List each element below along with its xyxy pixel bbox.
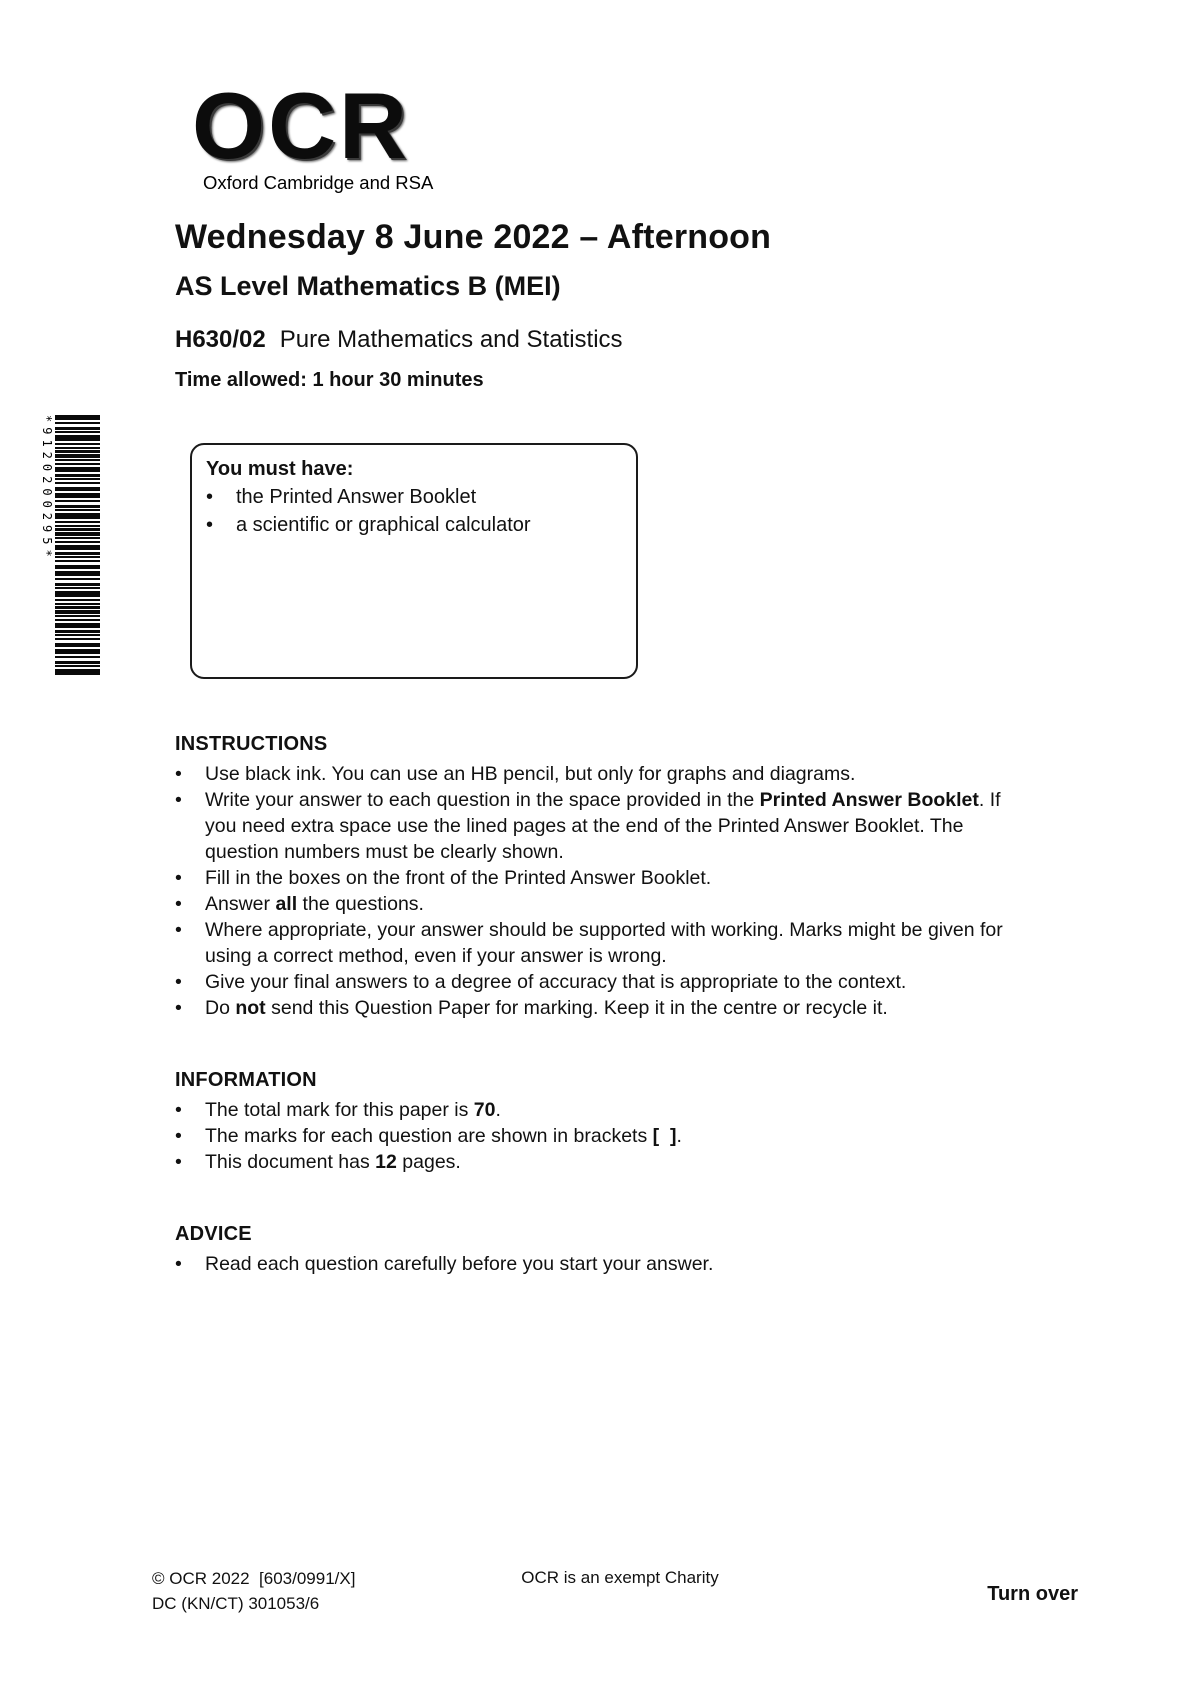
list-item-text: Where appropriate, your answer should be supported with working. Marks might be given for using a correct method, even if your answer is wrong. bbox=[205, 919, 1003, 967]
section-list bbox=[175, 761, 1020, 1021]
list-item bbox=[175, 787, 1020, 865]
must-have-box bbox=[190, 443, 638, 679]
bullet-glyph: • bbox=[175, 867, 182, 889]
bullet-glyph: • bbox=[175, 1151, 182, 1173]
list-item bbox=[175, 1097, 1020, 1123]
section-instructions bbox=[175, 733, 1020, 1021]
list-item-text: Fill in the boxes on the front of the Printed Answer Booklet. bbox=[205, 867, 712, 889]
bullet-glyph: • bbox=[175, 1253, 182, 1275]
must-have-heading: You must have: bbox=[206, 458, 354, 480]
bullet-glyph: • bbox=[175, 1125, 182, 1147]
list-item bbox=[175, 917, 1020, 969]
section-advice bbox=[175, 1223, 1020, 1277]
time-allowed: Time allowed: 1 hour 30 minutes bbox=[175, 369, 484, 391]
list-item-text: The total mark for this paper is 70. bbox=[205, 1099, 501, 1121]
ocr-logo-tagline: Oxford Cambridge and RSA bbox=[203, 172, 434, 193]
bullet-glyph: • bbox=[175, 997, 182, 1019]
ocr-logo: OCR bbox=[192, 73, 410, 178]
turn-over-label: Turn over bbox=[987, 1583, 1078, 1605]
list-item bbox=[175, 1149, 1020, 1175]
bullet-glyph: • bbox=[175, 789, 182, 811]
list-item bbox=[175, 1251, 1020, 1277]
list-item-must-have bbox=[206, 483, 622, 511]
paper-code: H630/02 bbox=[175, 326, 266, 353]
must-have-list bbox=[206, 483, 622, 539]
barcode-bars bbox=[55, 415, 100, 679]
charity-note: OCR is an exempt Charity bbox=[521, 1568, 719, 1587]
section-list bbox=[175, 1251, 1020, 1277]
list-item-text: Use black ink. You can use an HB pencil, but only for graphs and diagrams. bbox=[205, 763, 856, 785]
list-item-must-have bbox=[206, 511, 622, 539]
section-heading: INFORMATION bbox=[175, 1069, 317, 1091]
list-item-text: Read each question carefully before you start your answer. bbox=[205, 1253, 714, 1275]
list-item bbox=[175, 865, 1020, 891]
footer-imprint bbox=[152, 1566, 355, 1616]
list-item-text: Write your answer to each question in the space provided in the Printed Answer Booklet. If you need extra space use the lined pages at the end of the Printed Answer Booklet. The question numbers must be clearly shown. bbox=[205, 789, 1001, 863]
barcode-value: *9120200295* bbox=[40, 415, 54, 562]
list-item-text: Do not send this Question Paper for marking. Keep it in the centre or recycle it. bbox=[205, 997, 888, 1019]
list-item-text: the Printed Answer Booklet bbox=[236, 486, 477, 508]
paper-name: Pure Mathematics and Statistics bbox=[279, 326, 623, 353]
list-item bbox=[175, 995, 1020, 1021]
list-item-text: Answer all the questions. bbox=[205, 893, 424, 915]
page-title: Wednesday 8 June 2022 – Afternoon bbox=[175, 218, 772, 256]
section-list bbox=[175, 1097, 1020, 1175]
qualification-title: AS Level Mathematics B (MEI) bbox=[175, 271, 561, 301]
list-item bbox=[175, 891, 1020, 917]
list-item bbox=[175, 761, 1020, 787]
list-item-text: The marks for each question are shown in brackets [ ]. bbox=[205, 1125, 682, 1147]
section-heading: INSTRUCTIONS bbox=[175, 733, 328, 755]
section-heading: ADVICE bbox=[175, 1223, 252, 1245]
list-item-text: This document has 12 pages. bbox=[205, 1151, 461, 1173]
bullet-glyph: • bbox=[175, 893, 182, 915]
bullet-glyph: • bbox=[175, 919, 182, 941]
bullet-glyph: • bbox=[175, 1099, 182, 1121]
bullet-glyph: • bbox=[175, 971, 182, 993]
bullet-glyph: • bbox=[206, 514, 214, 536]
print-reference-line: DC (KN/CT) 301053/6 bbox=[152, 1594, 320, 1613]
section-information bbox=[175, 1069, 1020, 1175]
list-item-text: a scientific or graphical calculator bbox=[236, 514, 531, 536]
list-item bbox=[175, 969, 1020, 995]
sections-container bbox=[175, 733, 1020, 1325]
bullet-glyph: • bbox=[206, 486, 214, 508]
list-item-text: Give your final answers to a degree of accuracy that is appropriate to the context. bbox=[205, 971, 907, 993]
bullet-glyph: • bbox=[175, 763, 182, 785]
paper-code-line bbox=[175, 326, 623, 354]
barcode bbox=[40, 415, 100, 679]
copyright-line: © OCR 2022 [603/0991/X] bbox=[152, 1569, 356, 1588]
list-item bbox=[175, 1123, 1020, 1149]
